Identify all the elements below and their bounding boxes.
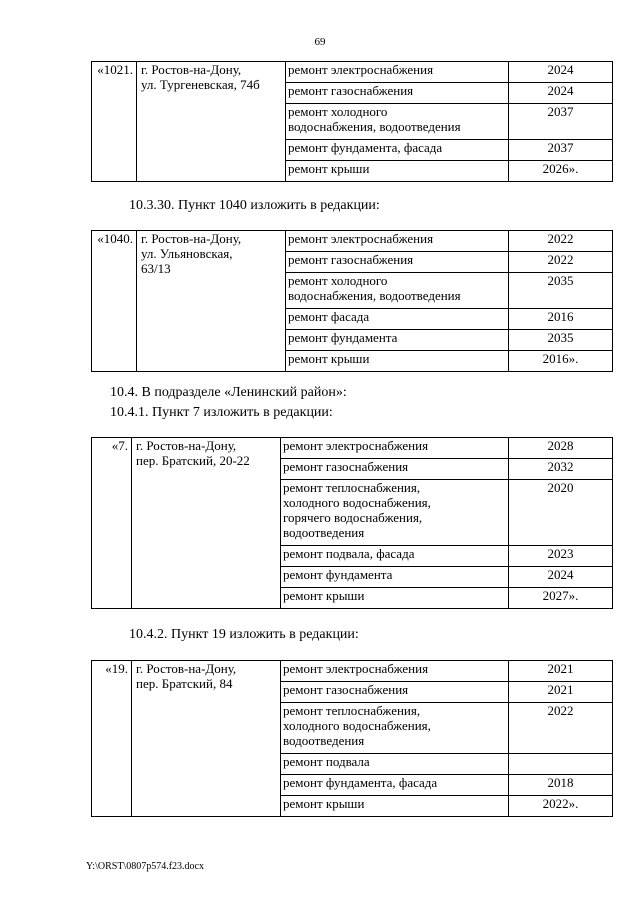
item-number: «7.	[92, 438, 132, 609]
work-type-line: горячего водоснабжения,	[283, 510, 423, 525]
work-type-cell	[286, 330, 509, 351]
year-cell: 2026».	[509, 161, 613, 182]
paragraph-10-3-30: 10.3.30. Пункт 1040 изложить в редакции:	[129, 198, 380, 213]
work-type-line: ремонт крыши	[288, 351, 370, 366]
work-type-cell	[281, 796, 509, 817]
year-cell: 2021	[509, 682, 613, 703]
address-line: ул. Ульяновская,	[141, 246, 233, 261]
year-cell: 2020	[509, 480, 613, 546]
year-cell	[509, 754, 613, 775]
work-type-line: ремонт фундамента, фасада	[283, 775, 438, 790]
work-type-line: холодного водоснабжения,	[283, 495, 431, 510]
work-type-cell	[286, 231, 509, 252]
work-type-cell	[281, 546, 509, 567]
address-line: пер. Братский, 20-22	[136, 453, 250, 468]
work-type-line: водоотведения	[283, 525, 365, 540]
work-type-cell	[281, 661, 509, 682]
work-type-line: водоснабжения, водоотведения	[288, 119, 461, 134]
work-type-line: ремонт крыши	[288, 161, 370, 176]
work-type-line: ремонт холодного	[288, 104, 388, 119]
year-cell: 2032	[509, 459, 613, 480]
work-type-line: ремонт газоснабжения	[283, 682, 409, 697]
work-type-line: водоснабжения, водоотведения	[288, 288, 461, 303]
year-cell: 2022	[509, 231, 613, 252]
work-type-cell	[286, 104, 509, 140]
address-cell	[132, 661, 281, 817]
work-type-line: ремонт теплоснабжения,	[283, 703, 421, 718]
work-type-cell	[286, 351, 509, 372]
work-type-cell	[281, 438, 509, 459]
table-item-1040	[91, 230, 613, 372]
year-cell: 2024	[509, 567, 613, 588]
year-cell: 2016».	[509, 351, 613, 372]
year-cell: 2037	[509, 104, 613, 140]
work-type-line: холодного водоснабжения,	[283, 718, 431, 733]
work-type-line: ремонт фасада	[288, 309, 370, 324]
item-number: «1040.	[92, 231, 137, 372]
work-type-line: ремонт крыши	[283, 796, 365, 811]
paragraph-10-4-2: 10.4.2. Пункт 19 изложить в редакции:	[129, 627, 359, 642]
year-cell: 2027».	[509, 588, 613, 609]
page-number: 69	[314, 36, 326, 48]
paragraph-10-4-1: 10.4.1. Пункт 7 изложить в редакции:	[110, 405, 333, 420]
address-line: 63/13	[141, 261, 171, 276]
year-cell: 2018	[509, 775, 613, 796]
item-number: «1021.	[92, 62, 137, 182]
work-type-cell	[281, 754, 509, 775]
work-type-cell	[281, 703, 509, 754]
work-type-line: ремонт теплоснабжения,	[283, 480, 421, 495]
work-type-cell	[281, 480, 509, 546]
work-type-line: ремонт холодного	[288, 273, 388, 288]
year-cell: 2022	[509, 252, 613, 273]
work-type-cell	[286, 62, 509, 83]
address-line: ул. Тургеневская, 74б	[141, 77, 260, 92]
address-cell	[137, 231, 286, 372]
work-type-cell	[281, 567, 509, 588]
address-line: г. Ростов-на-Дону,	[141, 231, 242, 246]
item-number: «19.	[92, 661, 132, 817]
work-type-cell	[286, 252, 509, 273]
file-path-footer: Y:\ORST\0807p574.f23.docx	[86, 861, 204, 872]
work-type-cell	[286, 273, 509, 309]
table-item-7	[91, 437, 613, 609]
work-type-cell	[286, 161, 509, 182]
work-type-cell	[286, 140, 509, 161]
work-type-line: ремонт газоснабжения	[283, 459, 409, 474]
work-type-line: ремонт газоснабжения	[288, 252, 414, 267]
work-type-line: ремонт подвала	[283, 754, 370, 769]
year-cell: 2024	[509, 62, 613, 83]
address-line: г. Ростов-на-Дону,	[141, 62, 242, 77]
work-type-line: ремонт крыши	[283, 588, 365, 603]
address-line: пер. Братский, 84	[136, 676, 233, 691]
work-type-line: водоотведения	[283, 733, 365, 748]
address-line: г. Ростов-на-Дону,	[136, 661, 237, 676]
year-cell: 2023	[509, 546, 613, 567]
work-type-line: ремонт электроснабжения	[283, 438, 429, 453]
table-row	[92, 62, 613, 83]
year-cell: 2035	[509, 330, 613, 351]
table-item-1021	[91, 61, 613, 182]
table-row	[92, 231, 613, 252]
address-cell	[132, 438, 281, 609]
paragraph-10-4: 10.4. В подразделе «Ленинский район»:	[110, 385, 347, 400]
address-cell	[137, 62, 286, 182]
table-row	[92, 438, 613, 459]
work-type-line: ремонт фундамента, фасада	[288, 140, 443, 155]
year-cell: 2028	[509, 438, 613, 459]
table-item-19	[91, 660, 613, 817]
year-cell: 2016	[509, 309, 613, 330]
year-cell: 2024	[509, 83, 613, 104]
work-type-cell	[286, 309, 509, 330]
work-type-cell	[281, 682, 509, 703]
year-cell: 2035	[509, 273, 613, 309]
work-type-line: ремонт фундамента	[288, 330, 398, 345]
work-type-line: ремонт электроснабжения	[283, 661, 429, 676]
year-cell: 2021	[509, 661, 613, 682]
table-row	[92, 661, 613, 682]
work-type-cell	[281, 459, 509, 480]
work-type-cell	[281, 775, 509, 796]
work-type-cell	[281, 588, 509, 609]
year-cell: 2037	[509, 140, 613, 161]
work-type-line: ремонт газоснабжения	[288, 83, 414, 98]
work-type-cell	[286, 83, 509, 104]
work-type-line: ремонт фундамента	[283, 567, 393, 582]
year-cell: 2022	[509, 703, 613, 754]
work-type-line: ремонт электроснабжения	[288, 231, 434, 246]
work-type-line: ремонт подвала, фасада	[283, 546, 415, 561]
address-line: г. Ростов-на-Дону,	[136, 438, 237, 453]
work-type-line: ремонт электроснабжения	[288, 62, 434, 77]
year-cell: 2022».	[509, 796, 613, 817]
